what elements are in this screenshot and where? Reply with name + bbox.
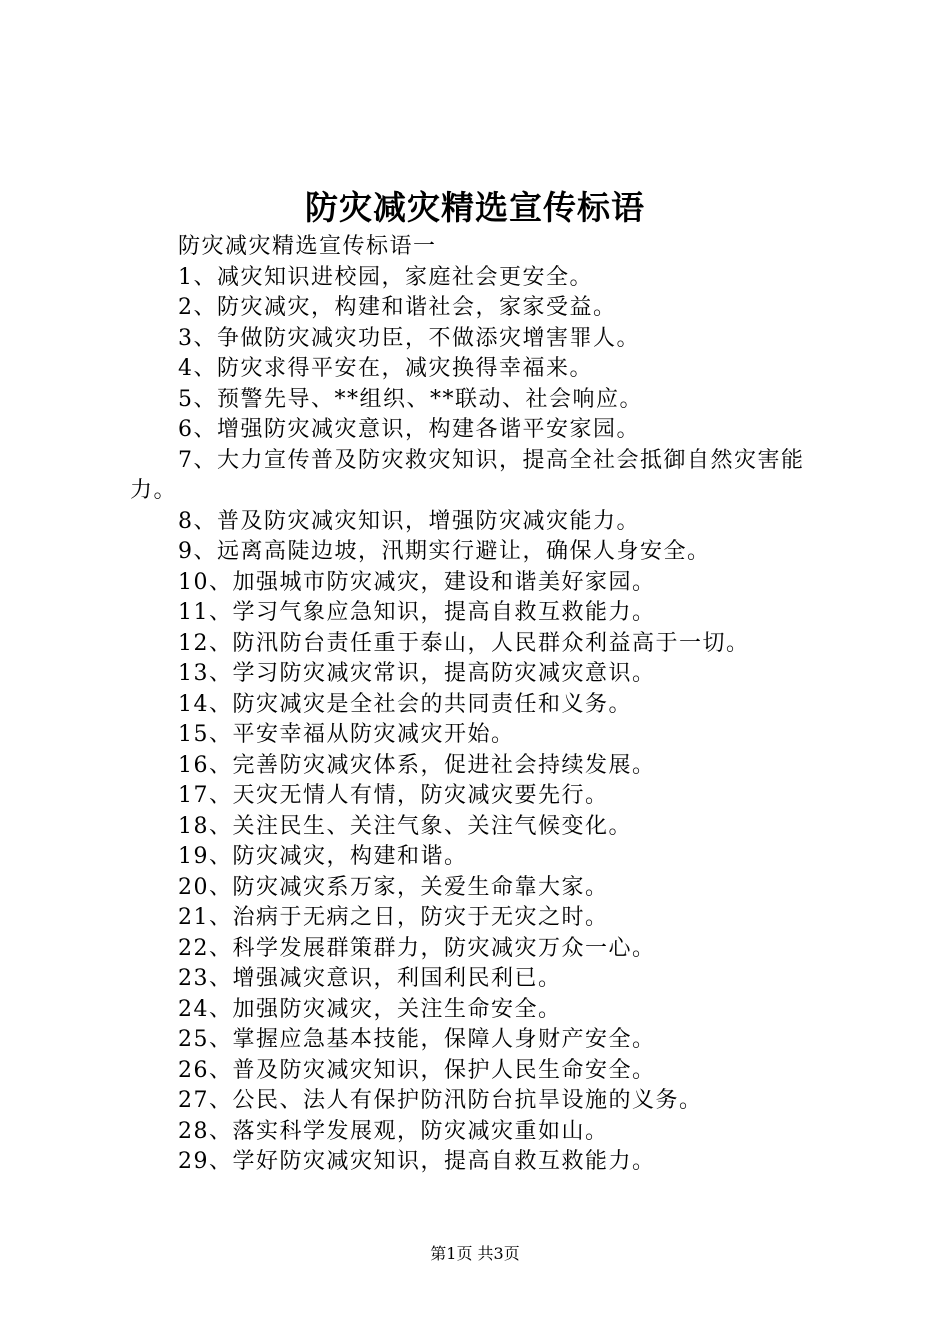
slogan-item: 3、争做防灾减灾功臣，不做添灾增害罪人。 bbox=[178, 325, 640, 351]
slogan-item: 1、减灾知识进校园，家庭社会更安全。 bbox=[178, 264, 593, 290]
slogan-item: 11、学习气象应急知识，提高自救互救能力。 bbox=[178, 600, 656, 625]
document-title: 防灾减灾精选宣传标语 bbox=[305, 188, 645, 227]
slogan-item: 13、学习防灾减灾常识，提高防灾减灾意识。 bbox=[178, 661, 656, 686]
slogan-item: 28、落实科学发展观，防灾减灾重如山。 bbox=[178, 1118, 609, 1144]
slogan-item: 20、防灾减灾系万家，关爱生命靠大家。 bbox=[178, 874, 609, 900]
slogan-item: 22、科学发展群策群力，防灾减灾万众一心。 bbox=[178, 935, 656, 961]
slogan-item: 21、治病于无病之日，防灾于无灾之时。 bbox=[178, 905, 609, 930]
slogan-item: 5、预警先导、**组织、**联动、社会响应。 bbox=[178, 386, 643, 412]
slogan-item: 16、完善防灾减灾体系，促进社会持续发展。 bbox=[178, 752, 656, 778]
slogan-item: 6、增强防灾减灾意识，构建各谐平安家园。 bbox=[178, 417, 640, 442]
slogan-item: 12、防汛防台责任重于泰山，人民群众利益高于一切。 bbox=[178, 630, 750, 656]
slogan-item: 15、平安幸福从防灾减灾开始。 bbox=[178, 722, 515, 747]
document-body bbox=[130, 232, 830, 1178]
slogan-item: 10、加强城市防灾减灾，建设和谐美好家园。 bbox=[178, 569, 656, 595]
slogan-item: 29、学好防灾减灾知识，提高自救互救能力。 bbox=[178, 1149, 656, 1174]
slogan-item: 19、防灾减灾，构建和谐。 bbox=[178, 844, 468, 869]
slogan-item: 2、防灾减灾，构建和谐社会，家家受益。 bbox=[178, 295, 617, 320]
slogan-item: 26、普及防灾减灾知识，保护人民生命安全。 bbox=[178, 1057, 656, 1083]
slogan-item: 27、公民、法人有保护防汛防台抗旱设施的义务。 bbox=[178, 1088, 703, 1113]
slogan-item: 4、防灾求得平安在，减灾换得幸福来。 bbox=[178, 356, 593, 381]
slogan-item: 9、远离高陡边坡，汛期实行避让，确保人身安全。 bbox=[178, 539, 711, 564]
slogan-item: 25、掌握应急基本技能，保障人身财产安全。 bbox=[178, 1027, 656, 1052]
slogan-item: 14、防灾减灾是全社会的共同责任和义务。 bbox=[178, 691, 632, 717]
slogan-item: 8、普及防灾减灾知识，增强防灾减灾能力。 bbox=[178, 508, 640, 534]
slogan-item: 7、大力宣传普及防灾救灾知识，提高全社会抵御自然灾害能力。 bbox=[130, 447, 805, 503]
slogan-item: 18、关注民生、关注气象、关注气候变化。 bbox=[178, 813, 632, 839]
page-footer: 第1页 共3页 bbox=[430, 1244, 520, 1263]
slogan-item: 17、天灾无情人有情，防灾减灾要先行。 bbox=[178, 783, 609, 808]
slogan-item: 23、增强减灾意识，利国利民利已。 bbox=[178, 966, 562, 991]
section-subtitle: 防灾减灾精选宣传标语一 bbox=[178, 234, 437, 259]
slogan-item: 24、加强防灾减灾，关注生命安全。 bbox=[178, 996, 562, 1022]
